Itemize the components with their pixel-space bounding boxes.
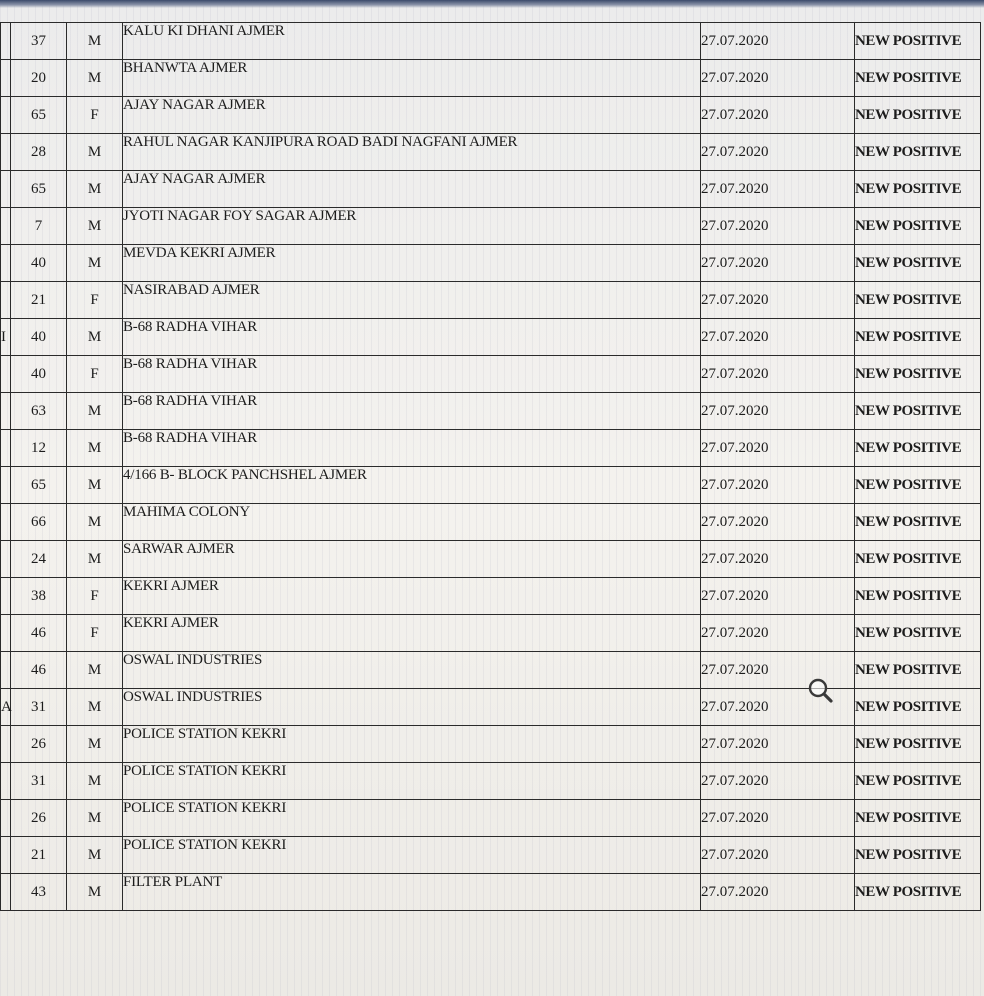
date-cell: 27.07.2020 [701, 726, 855, 763]
sex-cell: M [67, 763, 123, 800]
result-cell: NEW POSITIVE [855, 504, 981, 541]
age-cell: 31 [11, 689, 67, 726]
sex-cell: F [67, 615, 123, 652]
address-cell: NASIRABAD AJMER [123, 282, 701, 319]
address-cell: OSWAL INDUSTRIES [123, 652, 701, 689]
age-cell: 38 [11, 578, 67, 615]
date-cell: 27.07.2020 [701, 615, 855, 652]
age-cell: 7 [11, 208, 67, 245]
age-cell: 65 [11, 171, 67, 208]
table-row [1, 134, 981, 171]
row-index-mark [1, 393, 11, 430]
date-cell: 27.07.2020 [701, 874, 855, 911]
age-cell: 40 [11, 245, 67, 282]
row-index-mark [1, 541, 11, 578]
address-cell: SARWAR AJMER [123, 541, 701, 578]
row-index-mark [1, 467, 11, 504]
result-cell: NEW POSITIVE [855, 171, 981, 208]
age-cell: 21 [11, 837, 67, 874]
table-row [1, 430, 981, 467]
sex-cell: M [67, 208, 123, 245]
date-cell: 27.07.2020 [701, 356, 855, 393]
result-cell: NEW POSITIVE [855, 652, 981, 689]
sex-cell: M [67, 689, 123, 726]
sex-cell: F [67, 578, 123, 615]
address-cell: KEKRI AJMER [123, 578, 701, 615]
row-index-mark [1, 578, 11, 615]
row-index-mark: A [1, 689, 11, 726]
row-index-mark [1, 726, 11, 763]
result-cell: NEW POSITIVE [855, 874, 981, 911]
age-cell: 65 [11, 97, 67, 134]
table-row [1, 504, 981, 541]
row-index-mark [1, 504, 11, 541]
date-cell: 27.07.2020 [701, 134, 855, 171]
table-row [1, 23, 981, 60]
sex-cell: M [67, 467, 123, 504]
age-cell: 31 [11, 763, 67, 800]
sex-cell: M [67, 837, 123, 874]
sex-cell: M [67, 245, 123, 282]
age-cell: 63 [11, 393, 67, 430]
address-cell: B-68 RADHA VIHAR [123, 430, 701, 467]
age-cell: 40 [11, 356, 67, 393]
sex-cell: M [67, 134, 123, 171]
table-row [1, 356, 981, 393]
date-cell: 27.07.2020 [701, 652, 855, 689]
address-cell: JYOTI NAGAR FOY SAGAR AJMER [123, 208, 701, 245]
address-cell: POLICE STATION KEKRI [123, 837, 701, 874]
patient-table [0, 22, 981, 911]
result-cell: NEW POSITIVE [855, 726, 981, 763]
sex-cell: M [67, 726, 123, 763]
date-cell: 27.07.2020 [701, 393, 855, 430]
result-cell: NEW POSITIVE [855, 689, 981, 726]
date-cell: 27.07.2020 [701, 467, 855, 504]
age-cell: 26 [11, 726, 67, 763]
row-index-mark [1, 356, 11, 393]
result-cell: NEW POSITIVE [855, 97, 981, 134]
table-row [1, 578, 981, 615]
sex-cell: M [67, 541, 123, 578]
address-cell: MAHIMA COLONY [123, 504, 701, 541]
row-index-mark [1, 134, 11, 171]
sex-cell: M [67, 319, 123, 356]
date-cell: 27.07.2020 [701, 60, 855, 97]
table-row [1, 837, 981, 874]
date-cell: 27.07.2020 [701, 245, 855, 282]
table-row [1, 541, 981, 578]
row-index-mark: I [1, 319, 11, 356]
result-cell: NEW POSITIVE [855, 467, 981, 504]
age-cell: 65 [11, 467, 67, 504]
sex-cell: M [67, 23, 123, 60]
result-cell: NEW POSITIVE [855, 208, 981, 245]
table-row [1, 282, 981, 319]
result-cell: NEW POSITIVE [855, 60, 981, 97]
address-cell: POLICE STATION KEKRI [123, 800, 701, 837]
result-cell: NEW POSITIVE [855, 541, 981, 578]
page-top-edge [0, 0, 984, 8]
table-row [1, 763, 981, 800]
row-index-mark [1, 60, 11, 97]
row-index-mark [1, 837, 11, 874]
result-cell: NEW POSITIVE [855, 245, 981, 282]
date-cell: 27.07.2020 [701, 282, 855, 319]
address-cell: FILTER PLANT [123, 874, 701, 911]
sex-cell: F [67, 282, 123, 319]
table-row [1, 726, 981, 763]
result-cell: NEW POSITIVE [855, 356, 981, 393]
address-cell: BHANWTA AJMER [123, 60, 701, 97]
address-cell: 4/166 B- BLOCK PANCHSHEL AJMER [123, 467, 701, 504]
age-cell: 37 [11, 23, 67, 60]
result-cell: NEW POSITIVE [855, 23, 981, 60]
address-cell: AJAY NAGAR AJMER [123, 97, 701, 134]
date-cell: 27.07.2020 [701, 578, 855, 615]
date-cell: 27.07.2020 [701, 208, 855, 245]
table-row [1, 800, 981, 837]
row-index-mark [1, 171, 11, 208]
age-cell: 20 [11, 60, 67, 97]
row-index-mark [1, 245, 11, 282]
address-cell: OSWAL INDUSTRIES [123, 689, 701, 726]
result-cell: NEW POSITIVE [855, 430, 981, 467]
table-row [1, 393, 981, 430]
address-cell: B-68 RADHA VIHAR [123, 393, 701, 430]
sex-cell: M [67, 874, 123, 911]
date-cell: 27.07.2020 [701, 763, 855, 800]
result-cell: NEW POSITIVE [855, 319, 981, 356]
result-cell: NEW POSITIVE [855, 282, 981, 319]
table-row [1, 319, 981, 356]
table-row [1, 245, 981, 282]
sex-cell: F [67, 356, 123, 393]
row-index-mark [1, 23, 11, 60]
table-row [1, 615, 981, 652]
magnifier-icon[interactable] [806, 676, 834, 704]
table-row [1, 208, 981, 245]
table-row [1, 97, 981, 134]
result-cell: NEW POSITIVE [855, 134, 981, 171]
result-cell: NEW POSITIVE [855, 763, 981, 800]
result-cell: NEW POSITIVE [855, 578, 981, 615]
date-cell: 27.07.2020 [701, 23, 855, 60]
table-body [1, 23, 981, 911]
sex-cell: M [67, 393, 123, 430]
address-cell: AJAY NAGAR AJMER [123, 171, 701, 208]
sex-cell: M [67, 60, 123, 97]
address-cell: B-68 RADHA VIHAR [123, 319, 701, 356]
table-row [1, 171, 981, 208]
result-cell: NEW POSITIVE [855, 800, 981, 837]
address-cell: KALU KI DHANI AJMER [123, 23, 701, 60]
sex-cell: F [67, 97, 123, 134]
address-cell: RAHUL NAGAR KANJIPURA ROAD BADI NAGFANI AJMER [123, 134, 701, 171]
sex-cell: M [67, 171, 123, 208]
address-cell: POLICE STATION KEKRI [123, 763, 701, 800]
row-index-mark [1, 874, 11, 911]
age-cell: 46 [11, 615, 67, 652]
age-cell: 66 [11, 504, 67, 541]
table-row [1, 467, 981, 504]
date-cell: 27.07.2020 [701, 837, 855, 874]
age-cell: 46 [11, 652, 67, 689]
date-cell: 27.07.2020 [701, 689, 855, 726]
row-index-mark [1, 208, 11, 245]
sex-cell: M [67, 430, 123, 467]
date-cell: 27.07.2020 [701, 800, 855, 837]
age-cell: 24 [11, 541, 67, 578]
result-cell: NEW POSITIVE [855, 393, 981, 430]
address-cell: MEVDA KEKRI AJMER [123, 245, 701, 282]
age-cell: 43 [11, 874, 67, 911]
date-cell: 27.07.2020 [701, 97, 855, 134]
sex-cell: M [67, 800, 123, 837]
result-cell: NEW POSITIVE [855, 615, 981, 652]
row-index-mark [1, 97, 11, 134]
age-cell: 12 [11, 430, 67, 467]
row-index-mark [1, 652, 11, 689]
row-index-mark [1, 763, 11, 800]
date-cell: 27.07.2020 [701, 541, 855, 578]
row-index-mark [1, 800, 11, 837]
address-cell: B-68 RADHA VIHAR [123, 356, 701, 393]
address-cell: POLICE STATION KEKRI [123, 726, 701, 763]
age-cell: 26 [11, 800, 67, 837]
sex-cell: M [67, 652, 123, 689]
date-cell: 27.07.2020 [701, 319, 855, 356]
date-cell: 27.07.2020 [701, 171, 855, 208]
result-cell: NEW POSITIVE [855, 837, 981, 874]
table-row [1, 874, 981, 911]
age-cell: 40 [11, 319, 67, 356]
row-index-mark [1, 615, 11, 652]
row-index-mark [1, 430, 11, 467]
address-cell: KEKRI AJMER [123, 615, 701, 652]
table-row [1, 60, 981, 97]
row-index-mark [1, 282, 11, 319]
date-cell: 27.07.2020 [701, 430, 855, 467]
age-cell: 21 [11, 282, 67, 319]
date-cell: 27.07.2020 [701, 504, 855, 541]
sex-cell: M [67, 504, 123, 541]
age-cell: 28 [11, 134, 67, 171]
